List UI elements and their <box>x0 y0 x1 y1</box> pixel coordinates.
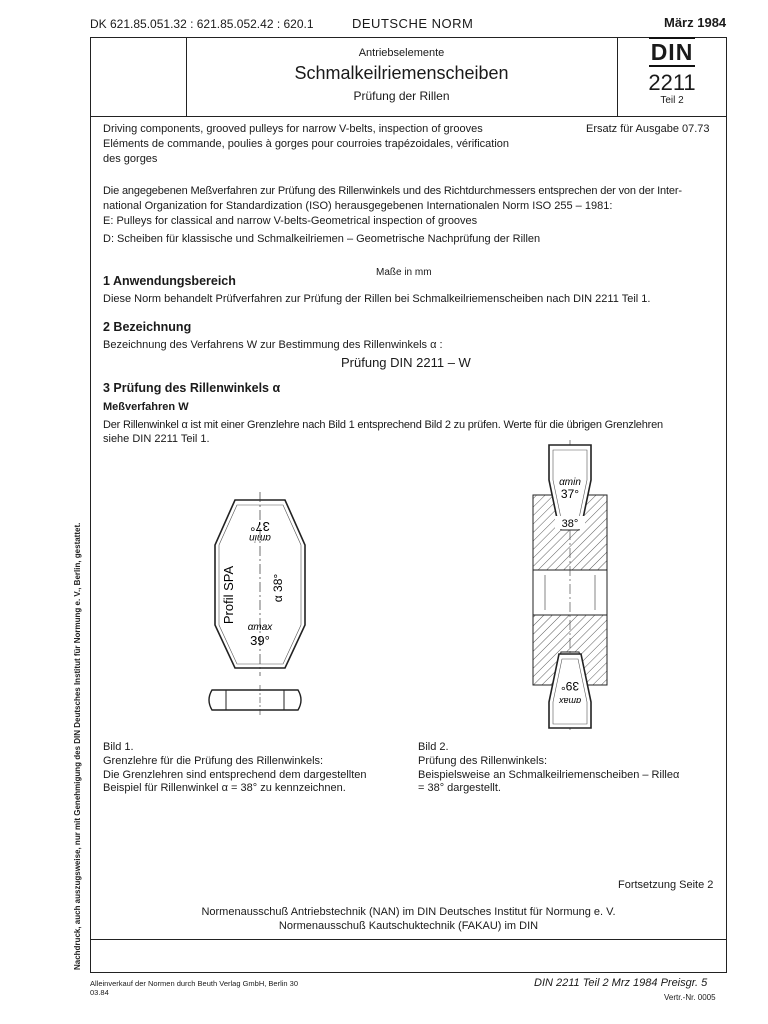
footer-rule <box>90 939 727 940</box>
issue-date: März 1984 <box>664 15 727 30</box>
gauge-profile-label: Profil SPA <box>221 565 236 625</box>
fig1-caption-line-2: Beispiel für Rillenwinkel α = 38° zu kennzeichnen. <box>103 782 346 794</box>
dk-number: DK 621.85.051.32 : 621.85.052.42 : 620.1 <box>90 17 314 31</box>
gauge-alpha-label: α 38° <box>271 573 285 603</box>
committee-line-2: Normenausschuß Kautschuktechnik (FAKAU) im DIN <box>278 920 539 932</box>
committee-line-1: Normenausschuß Antriebstechnik (NAN) im DIN Deutsches Institut für Normung e. V. <box>201 906 616 918</box>
sales-note-line-1: Alleinverkauf der Normen durch Beuth Verlag GmbH, Berlin 30 <box>90 979 299 988</box>
norm-label: DEUTSCHE NORM <box>352 16 474 31</box>
document-reference: DIN 2211 Teil 2 Mrz 1984 Preisgr. 5 <box>534 977 708 989</box>
gauge-min-label: αmin <box>249 532 271 543</box>
fig2-groove-angle: 38° <box>561 518 579 530</box>
vertriebs-number: Vertr.-Nr. 0005 <box>664 993 716 1002</box>
gauge-side-view <box>209 685 301 715</box>
figure-1-gauge <box>190 490 330 750</box>
intro-line-1: Die angegebenen Meßverfahren zur Prüfung des Rillenwinkels und des Richtdurchmessers entsprechen der von der Inter- <box>103 185 682 197</box>
replaces-edition: Ersatz für Ausgabe 07.73 <box>586 123 710 135</box>
fig2-min-value: 37° <box>560 487 580 501</box>
continued-note: Fortsetzung Seite 2 <box>618 879 714 891</box>
title-french-1: Eléments de commande, poulies à gorges pour courroies trapézoidales, vérification <box>103 138 509 150</box>
title-bottom-rule <box>90 116 727 117</box>
section-3-text-1: Der Rillenwinkel α ist mit einer Grenzlehre nach Bild 1 entsprechend Bild 2 zu prüfen. Werte für die übrigen Grenzlehren <box>103 419 663 431</box>
intro-english-ref: E: Pulleys for classical and narrow V-belts-Geometrical inspection of grooves <box>103 215 478 227</box>
fig2-caption-line-1: Beispielsweise an Schmalkeilriemenscheiben – Rilleα <box>418 769 680 781</box>
fig1-caption-number: Bild 1. <box>103 741 134 753</box>
page-frame <box>90 37 727 973</box>
document-title: Schmalkeilriemenscheiben <box>294 63 509 83</box>
title-french-2: des gorges <box>103 153 158 165</box>
gauge-min-value: 37° <box>250 519 270 534</box>
section-2-text: Bezeichnung des Verfahrens W zur Bestimmung des Rillenwinkels α : <box>103 339 443 351</box>
document-subtitle: Prüfung der Rillen <box>353 89 450 103</box>
fig2-caption-number: Bild 2. <box>418 741 449 753</box>
section-3-heading: 3 Prüfung des Rillenwinkels α <box>103 381 281 395</box>
fig2-caption-line-2: = 38° dargestellt. <box>418 782 501 794</box>
section-3-text-2: siehe DIN 2211 Teil 1. <box>103 433 210 445</box>
fig1-caption-line-1: Die Grenzlehren sind entsprechend dem dargestellten <box>103 769 367 781</box>
method-label: Meßverfahren W <box>103 401 189 413</box>
sales-note <box>90 979 298 997</box>
reprint-notice: Nachdruck, auch auszugsweise, nur mit Genehmigung des DIN Deutsches Institut für Normung e. V., Berlin, gestattet. <box>73 522 82 970</box>
section-2-heading: 2 Bezeichnung <box>103 320 192 334</box>
title-english: Driving components, grooved pulleys for narrow V-belts, inspection of grooves <box>103 123 483 135</box>
designation-example: Prüfung DIN 2211 – W <box>341 355 471 370</box>
fig2-max-label: αmax <box>558 696 582 706</box>
figure-2-groove-inspection <box>515 440 625 730</box>
gauge-max-label: αmax <box>247 622 273 633</box>
intro-german-ref: D: Scheiben für klassische und Schmalkeilriemen – Geometrische Nachprüfung der Rillen <box>103 233 541 245</box>
gauge-max-value: 39° <box>250 633 270 648</box>
din-number: 2211 <box>648 70 696 95</box>
fig2-max-value: 39° <box>560 679 580 693</box>
units-note: Maße in mm <box>376 267 432 278</box>
fig1-caption-title: Grenzlehre für die Prüfung des Rillenwinkels: <box>103 755 324 767</box>
sales-note-line-2: 03.84 <box>90 988 109 997</box>
title-group: Antriebselemente <box>358 47 445 59</box>
section-1-heading: 1 Anwendungsbereich <box>103 274 236 288</box>
din-part: Teil 2 <box>660 95 684 106</box>
din-logo: DIN <box>650 39 694 65</box>
fig2-min-label: αmin <box>559 477 581 488</box>
section-1-text: Diese Norm behandelt Prüfverfahren zur Prüfung der Rillen bei Schmalkeilriemenscheiben nach DIN 2211 Teil 1. <box>103 293 651 305</box>
fig2-caption-title: Prüfung des Rillenwinkels: <box>418 755 548 767</box>
intro-line-2: national Organization for Standardization (ISO) herausgegebenen Internationalen Norm ISO 255 – 1981: <box>103 200 613 212</box>
